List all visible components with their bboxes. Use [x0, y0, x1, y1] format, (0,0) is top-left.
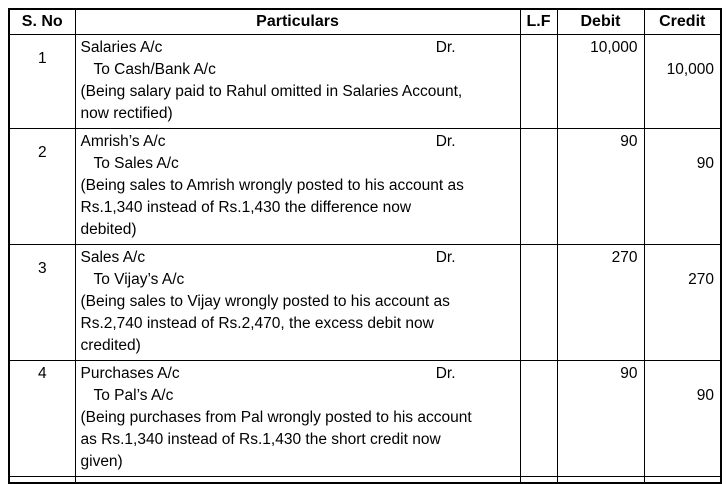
journal-entries-table: [8, 8, 722, 484]
debit-account-name: Salaries A/c: [80, 39, 163, 56]
journal-entry-row: [9, 129, 721, 245]
entry-number: 4: [9, 361, 75, 477]
journal-entry-row: [9, 35, 721, 129]
particulars-cell: [75, 129, 520, 245]
narration-line: credited): [80, 337, 141, 354]
journal-entry-row: [9, 245, 721, 361]
particulars-cell: [75, 361, 520, 477]
credit-amount: 90: [644, 361, 721, 477]
entry-number: 2: [9, 129, 75, 245]
header-row: [9, 9, 721, 35]
dr-label: Dr.: [435, 249, 456, 266]
credit-account-name: To Vijay’s A/c: [93, 271, 185, 288]
narration: [81, 81, 516, 125]
credit-account-name: To Cash/Bank A/c: [93, 61, 216, 78]
debit-account-line: [81, 131, 516, 153]
debit-account-line: [81, 247, 516, 269]
narration: [81, 175, 516, 241]
credit-account-name: To Pal’s A/c: [93, 387, 174, 404]
debit-amount: 270: [557, 245, 644, 361]
col-header-credit: Credit: [644, 9, 721, 35]
empty-row: [9, 477, 721, 484]
lf-cell: [520, 129, 557, 245]
lf-cell: [520, 245, 557, 361]
lf-cell: [520, 361, 557, 477]
narration-line: as Rs.1,340 instead of Rs.1,430 the short credit now: [80, 431, 441, 448]
empty-cell: [9, 477, 75, 484]
debit-account-name: Amrish’s A/c: [80, 133, 166, 150]
debit-account-name: Sales A/c: [80, 249, 146, 266]
narration: [81, 407, 516, 473]
debit-account-name: Purchases A/c: [80, 365, 180, 382]
dr-label: Dr.: [435, 133, 456, 150]
debit-account-line: [81, 37, 516, 59]
debit-amount: 10,000: [557, 35, 644, 129]
narration-line: now rectified): [80, 105, 173, 122]
empty-cell: [557, 477, 644, 484]
narration-line: (Being salary paid to Rahul omitted in Salaries Account,: [80, 83, 463, 100]
dr-label: Dr.: [435, 365, 456, 382]
journal-entry-row: [9, 361, 721, 477]
debit-amount: 90: [557, 361, 644, 477]
particulars-cell: [75, 245, 520, 361]
credit-amount: 10,000: [644, 35, 721, 129]
debit-amount: 90: [557, 129, 644, 245]
narration-line: (Being sales to Vijay wrongly posted to his account as: [80, 293, 450, 310]
journal-entries-body: [9, 35, 721, 484]
dr-label: Dr.: [435, 39, 456, 56]
narration-line: given): [80, 453, 123, 470]
col-header-debit: Debit: [557, 9, 644, 35]
col-header-sno: S. No: [9, 9, 75, 35]
narration-line: (Being purchases from Pal wrongly posted to his account: [80, 409, 472, 426]
narration-line: debited): [80, 221, 137, 238]
particulars-cell: [75, 35, 520, 129]
credit-amount: 90: [644, 129, 721, 245]
col-header-particulars: Particulars: [75, 9, 520, 35]
credit-amount: 270: [644, 245, 721, 361]
narration-line: Rs.2,740 instead of Rs.2,470, the excess debit now: [80, 315, 434, 332]
empty-cell: [520, 477, 557, 484]
entry-number: 1: [9, 35, 75, 129]
col-header-lf: L.F: [520, 9, 557, 35]
narration-line: Rs.1,340 instead of Rs.1,430 the difference now: [80, 199, 412, 216]
entry-number: 3: [9, 245, 75, 361]
narration: [81, 291, 516, 357]
empty-cell: [75, 477, 520, 484]
narration-line: (Being sales to Amrish wrongly posted to his account as: [80, 177, 464, 194]
debit-account-line: [81, 363, 516, 385]
credit-account-name: To Sales A/c: [93, 155, 179, 172]
lf-cell: [520, 35, 557, 129]
empty-cell: [644, 477, 721, 484]
